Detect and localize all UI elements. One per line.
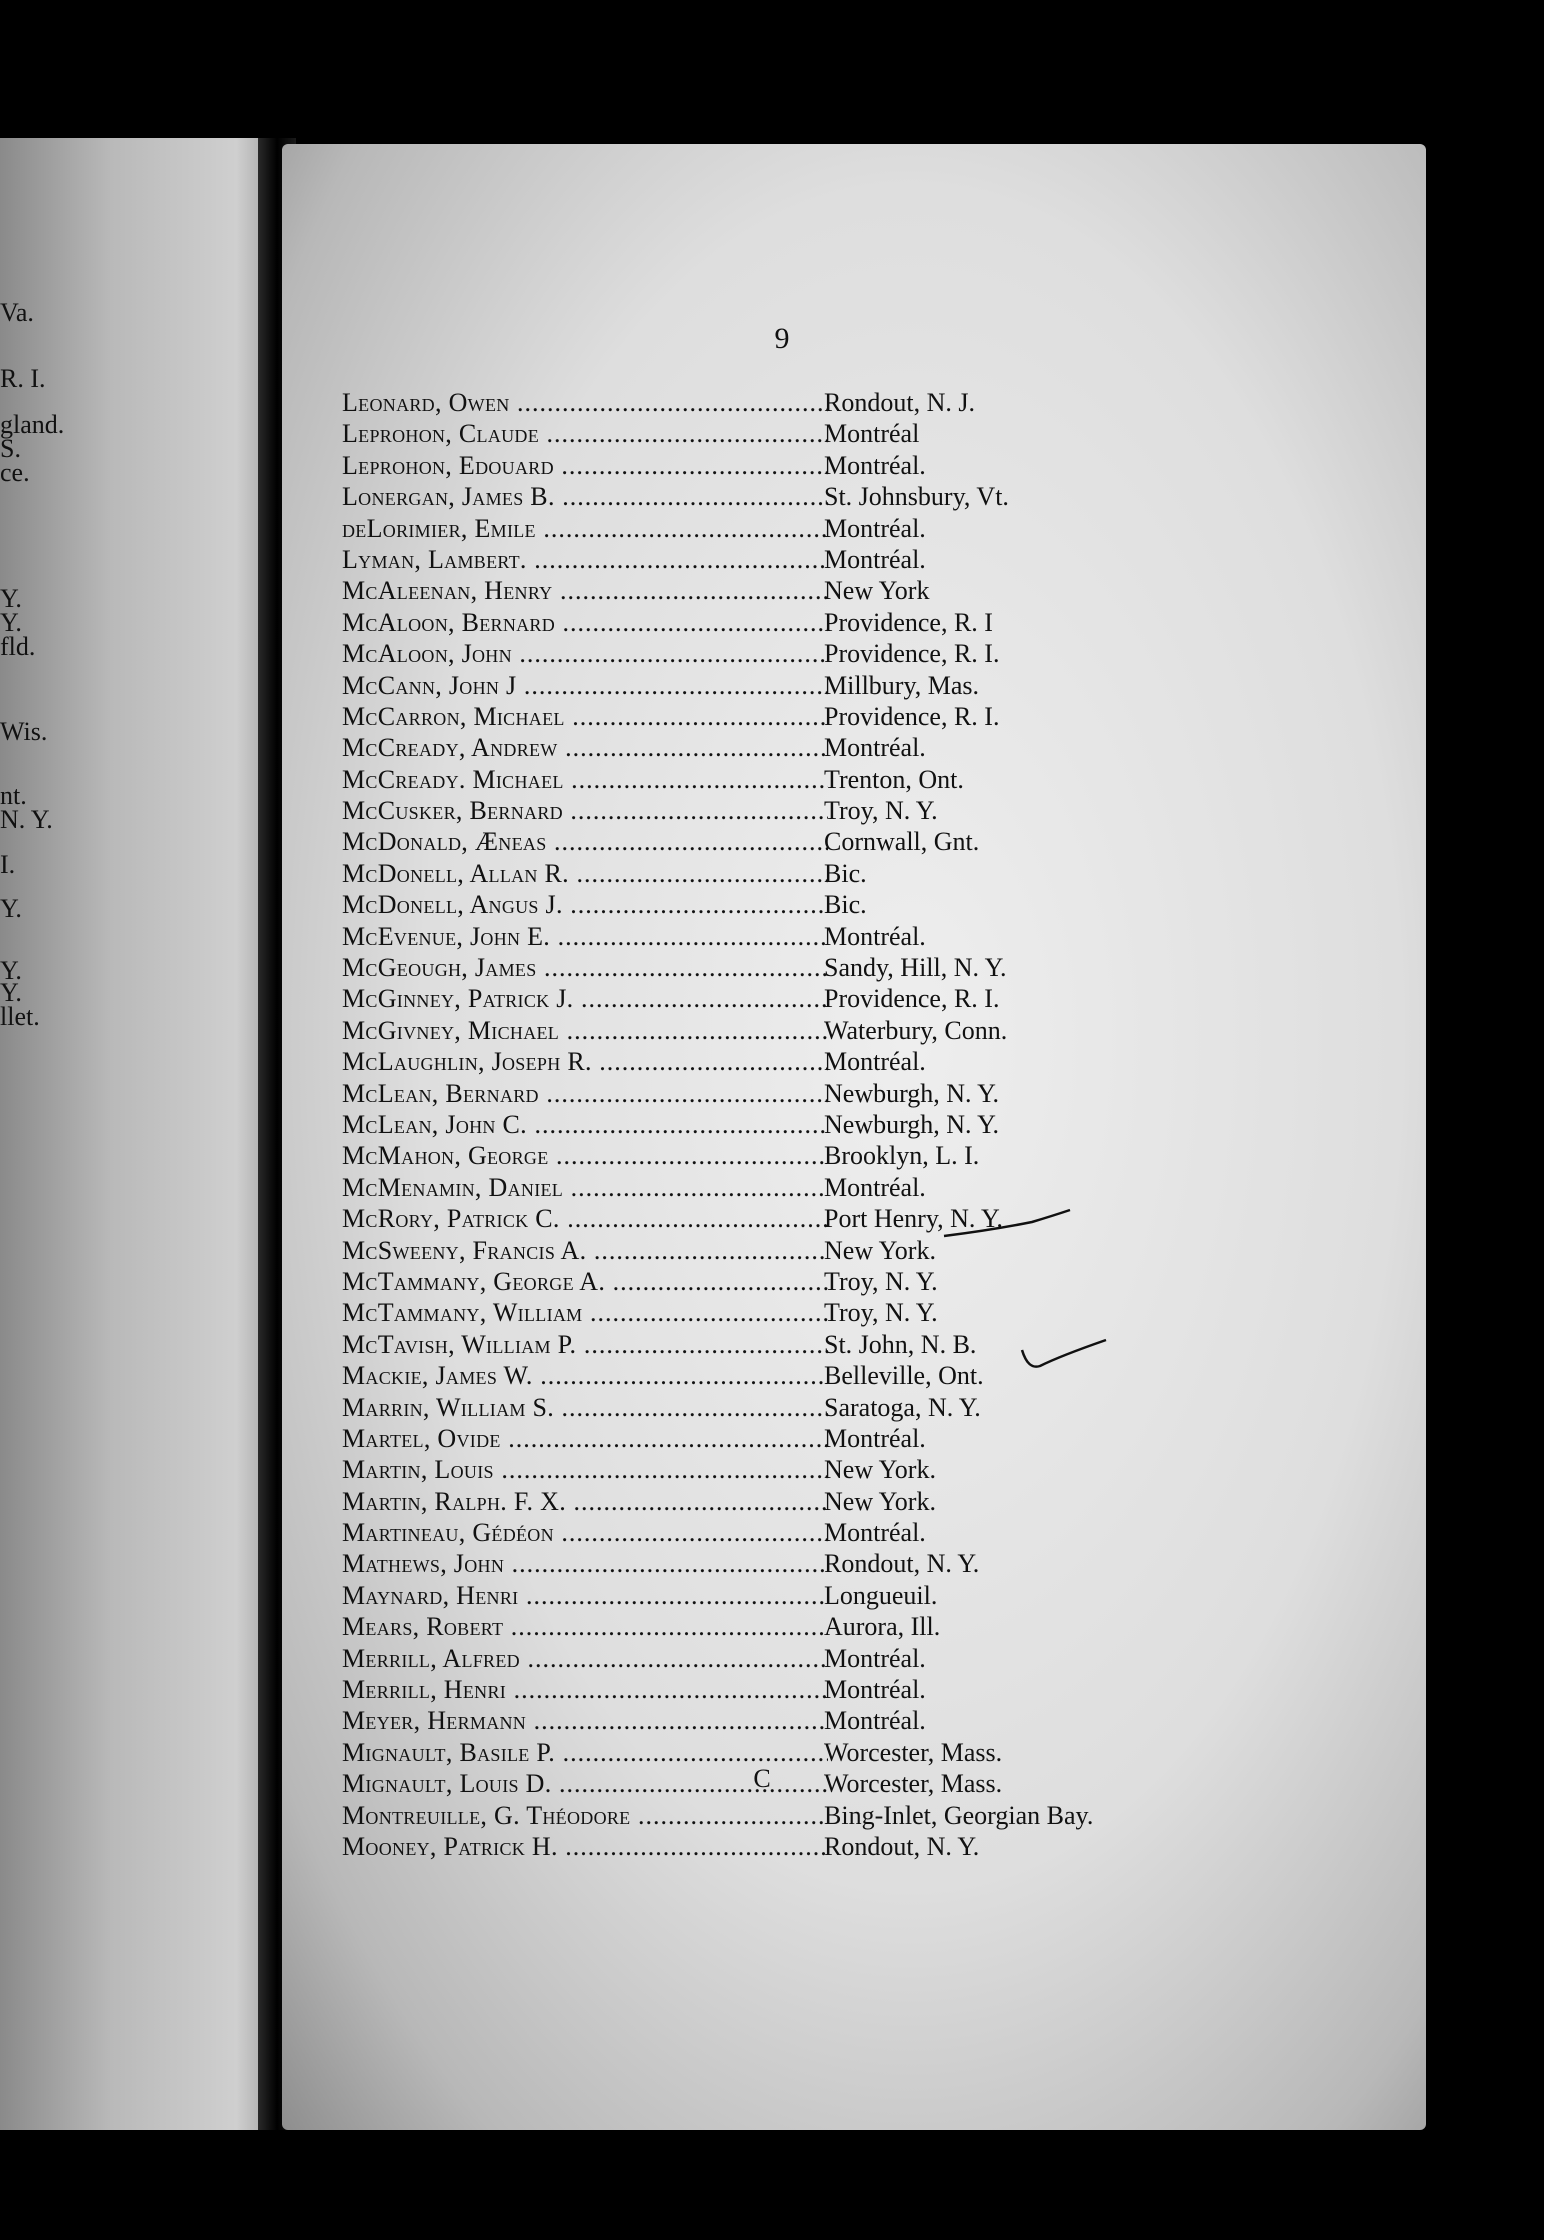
person-name: McCready. Michael ..... xyxy=(342,764,828,795)
left-page-text: I. xyxy=(0,850,16,879)
place-name: New York xyxy=(824,576,930,606)
place-name: Longueuil. xyxy=(824,1580,938,1610)
person-name: deLorimier, Emile ..... xyxy=(342,513,828,544)
place-name: Newburgh, N. Y. xyxy=(824,1078,1000,1108)
person-name: McCready, Andrew ..... xyxy=(342,732,828,763)
place-name: Montréal. xyxy=(824,1047,926,1077)
place-name: Montréal. xyxy=(824,513,926,543)
person-name: McLean, John C. ..... xyxy=(342,1109,828,1140)
list-item xyxy=(342,1172,1426,1203)
place-name: Worcester, Mass. xyxy=(824,1769,1003,1799)
person-name: McAloon, John ..... xyxy=(342,638,828,669)
person-name: Lonergan, James B. ..... xyxy=(342,481,828,512)
left-page-text: Y. xyxy=(0,956,22,985)
list-item xyxy=(342,1517,1426,1548)
person-name: McMenamin, Daniel ..... xyxy=(342,1172,828,1203)
list-item xyxy=(342,1580,1426,1611)
person-name: Martineau, Gédéon ..... xyxy=(342,1517,828,1548)
place-name: Montréal. xyxy=(824,1675,926,1705)
left-page-text: ce. xyxy=(0,458,30,487)
list-item xyxy=(342,1392,1426,1423)
person-name: McDonell, Allan R. ..... xyxy=(342,858,828,889)
list-item xyxy=(342,795,1426,826)
person-name: McLaughlin, Joseph R. ..... xyxy=(342,1046,828,1077)
list-item xyxy=(342,1266,1426,1297)
left-page-text: gland. xyxy=(0,410,65,439)
place-name: Providence, R. I. xyxy=(824,984,1000,1014)
person-name: Marrin, William S. ..... xyxy=(342,1392,828,1423)
list-item xyxy=(342,1046,1426,1077)
person-name: McDonell, Angus J. ..... xyxy=(342,889,828,920)
person-name: McAloon, Bernard ..... xyxy=(342,607,828,638)
person-name: McCarron, Michael ..... xyxy=(342,701,828,732)
list-item xyxy=(342,1140,1426,1171)
page-number: 9 xyxy=(774,322,790,355)
list-item xyxy=(342,387,1426,418)
list-item xyxy=(342,858,1426,889)
list-item xyxy=(342,921,1426,952)
signature-mark: C xyxy=(753,1764,771,1793)
person-name: Leprohon, Claude ..... xyxy=(342,418,828,449)
list-item xyxy=(342,826,1426,857)
person-name: Mignault, Louis D. ..... xyxy=(342,1768,828,1799)
place-name: Montréal. xyxy=(824,1172,926,1202)
left-page-text: Wis. xyxy=(0,717,48,746)
place-name: Millbury, Mas. xyxy=(824,670,980,700)
list-item xyxy=(342,1643,1426,1674)
left-page-text: Y. xyxy=(0,894,22,923)
list-item xyxy=(342,450,1426,481)
person-name: Leprohon, Edouard ..... xyxy=(342,450,828,481)
place-name: Saratoga, N. Y. xyxy=(824,1392,981,1422)
place-name: New York. xyxy=(824,1235,936,1265)
list-item xyxy=(342,1454,1426,1485)
person-name: McDonald, Æneas ..... xyxy=(342,826,828,857)
list-item xyxy=(342,638,1426,669)
list-item xyxy=(342,607,1426,638)
left-page-text: nt. xyxy=(0,781,27,810)
person-name: Martel, Ovide ..... xyxy=(342,1423,828,1454)
place-name: Rondout, N. Y. xyxy=(824,1549,980,1579)
list-item xyxy=(342,1297,1426,1328)
list-item xyxy=(342,575,1426,606)
person-name: McGivney, Michael ..... xyxy=(342,1015,828,1046)
place-name: Port Henry, N. Y. xyxy=(824,1204,1003,1234)
list-item xyxy=(342,670,1426,701)
list-item xyxy=(342,952,1426,983)
list-item xyxy=(342,544,1426,575)
person-name: McCusker, Bernard ..... xyxy=(342,795,828,826)
place-name: St. John, N. B. xyxy=(824,1329,977,1359)
person-name: Merrill, Henri ..... xyxy=(342,1674,828,1705)
list-item xyxy=(342,1705,1426,1736)
list-item xyxy=(342,1235,1426,1266)
list-item xyxy=(342,481,1426,512)
place-name: Troy, N. Y. xyxy=(824,1298,938,1328)
place-name: Worcester, Mass. xyxy=(824,1737,1003,1767)
page xyxy=(282,144,1426,2130)
person-name: Lyman, Lambert. ..... xyxy=(342,544,828,575)
place-name: Trenton, Ont. xyxy=(824,764,964,794)
place-name: Troy, N. Y. xyxy=(824,796,938,826)
place-name: Waterbury, Conn. xyxy=(824,1015,1008,1045)
list-item xyxy=(342,1831,1426,1862)
list-item xyxy=(342,983,1426,1014)
person-name: McTammany, George A. ..... xyxy=(342,1266,828,1297)
person-name: McTavish, William P. ..... xyxy=(342,1329,828,1360)
left-page-text: R. I. xyxy=(0,364,46,393)
left-page-fragment xyxy=(0,138,278,2130)
left-page-text: fld. xyxy=(0,632,36,661)
place-name: Rondout, N. Y. xyxy=(824,1831,980,1861)
left-page-text: Y. xyxy=(0,978,22,1007)
list-item xyxy=(342,1329,1426,1360)
place-name: Montréal xyxy=(824,419,920,449)
place-name: New York. xyxy=(824,1486,936,1516)
person-name: Mackie, James W. ..... xyxy=(342,1360,828,1391)
left-page-text: S. xyxy=(0,434,21,463)
person-name: Merrill, Alfred ..... xyxy=(342,1643,828,1674)
place-name: Montréal. xyxy=(824,921,926,951)
list-item xyxy=(342,732,1426,763)
person-name: Mathews, John ..... xyxy=(342,1548,828,1579)
person-name: McGinney, Patrick J. ..... xyxy=(342,983,828,1014)
person-name: McLean, Bernard ..... xyxy=(342,1078,828,1109)
name-list xyxy=(342,387,1426,1862)
list-item xyxy=(342,701,1426,732)
place-name: Providence, R. I xyxy=(824,607,993,637)
left-page-text: N. Y. xyxy=(0,805,53,834)
place-name: Montréal. xyxy=(824,1518,926,1548)
person-name: Martin, Louis ..... xyxy=(342,1454,828,1485)
list-item xyxy=(342,418,1426,449)
list-item xyxy=(342,1737,1426,1768)
left-page-text: llet. xyxy=(0,1002,40,1031)
place-name: Montréal. xyxy=(824,450,926,480)
person-name: Leonard, Owen ..... xyxy=(342,387,828,418)
list-item xyxy=(342,1078,1426,1109)
person-name: McAleenan, Henry ..... xyxy=(342,575,828,606)
list-item xyxy=(342,1203,1426,1234)
left-page-text: Y. xyxy=(0,608,22,637)
place-name: Belleville, Ont. xyxy=(824,1361,984,1391)
place-name: St. Johnsbury, Vt. xyxy=(824,482,1009,512)
person-name: Mooney, Patrick H. ..... xyxy=(342,1831,828,1862)
place-name: Bic. xyxy=(824,890,867,920)
person-name: Mignault, Basile P. ..... xyxy=(342,1737,828,1768)
place-name: Montréal. xyxy=(824,544,926,574)
list-item xyxy=(342,1768,1426,1799)
person-name: Mears, Robert ..... xyxy=(342,1611,828,1642)
place-name: Providence, R. I. xyxy=(824,701,1000,731)
person-name: McCann, John J ..... xyxy=(342,670,828,701)
person-name: McSweeny, Francis A. ..... xyxy=(342,1235,828,1266)
person-name: Montreuille, G. Théodore ..... xyxy=(342,1800,828,1831)
list-item xyxy=(342,513,1426,544)
person-name: McMahon, George ..... xyxy=(342,1140,828,1171)
pen-strikethrough-mark xyxy=(942,1208,1082,1248)
person-name: McEvenue, John E. ..... xyxy=(342,921,828,952)
place-name: New York. xyxy=(824,1455,936,1485)
place-name: Troy, N. Y. xyxy=(824,1266,938,1296)
list-item xyxy=(342,1423,1426,1454)
place-name: Providence, R. I. xyxy=(824,639,1000,669)
list-item xyxy=(342,1486,1426,1517)
list-item xyxy=(342,1674,1426,1705)
list-item xyxy=(342,1360,1426,1391)
place-name: Bing-Inlet, Georgian Bay. xyxy=(824,1800,1094,1830)
place-name: Brooklyn, L. I. xyxy=(824,1141,980,1171)
person-name: McTammany, William ..... xyxy=(342,1297,828,1328)
list-item xyxy=(342,1611,1426,1642)
place-name: Aurora, Ill. xyxy=(824,1612,941,1642)
place-name: Sandy, Hill, N. Y. xyxy=(824,953,1007,983)
list-item xyxy=(342,1548,1426,1579)
list-item xyxy=(342,889,1426,920)
person-name: Martin, Ralph. F. X. ..... xyxy=(342,1486,828,1517)
list-item xyxy=(342,1800,1426,1831)
place-name: Montréal. xyxy=(824,1423,926,1453)
left-page-text: Y. xyxy=(0,584,22,613)
place-name: Montréal. xyxy=(824,1706,926,1736)
person-name: Meyer, Hermann ..... xyxy=(342,1705,828,1736)
list-item xyxy=(342,1109,1426,1140)
list-item xyxy=(342,1015,1426,1046)
place-name: Cornwall, Gnt. xyxy=(824,827,980,857)
left-page-text: Va. xyxy=(0,298,34,327)
place-name: Newburgh, N. Y. xyxy=(824,1109,1000,1139)
person-name: McRory, Patrick C. ..... xyxy=(342,1203,828,1234)
person-name: McGeough, James ..... xyxy=(342,952,828,983)
place-name: Montréal. xyxy=(824,733,926,763)
list-item xyxy=(342,764,1426,795)
place-name: Rondout, N. J. xyxy=(824,388,975,417)
pen-checkmark xyxy=(1020,1336,1110,1376)
place-name: Montréal. xyxy=(824,1643,926,1673)
person-name: Maynard, Henri ..... xyxy=(342,1580,828,1611)
place-name: Bic. xyxy=(824,858,867,888)
